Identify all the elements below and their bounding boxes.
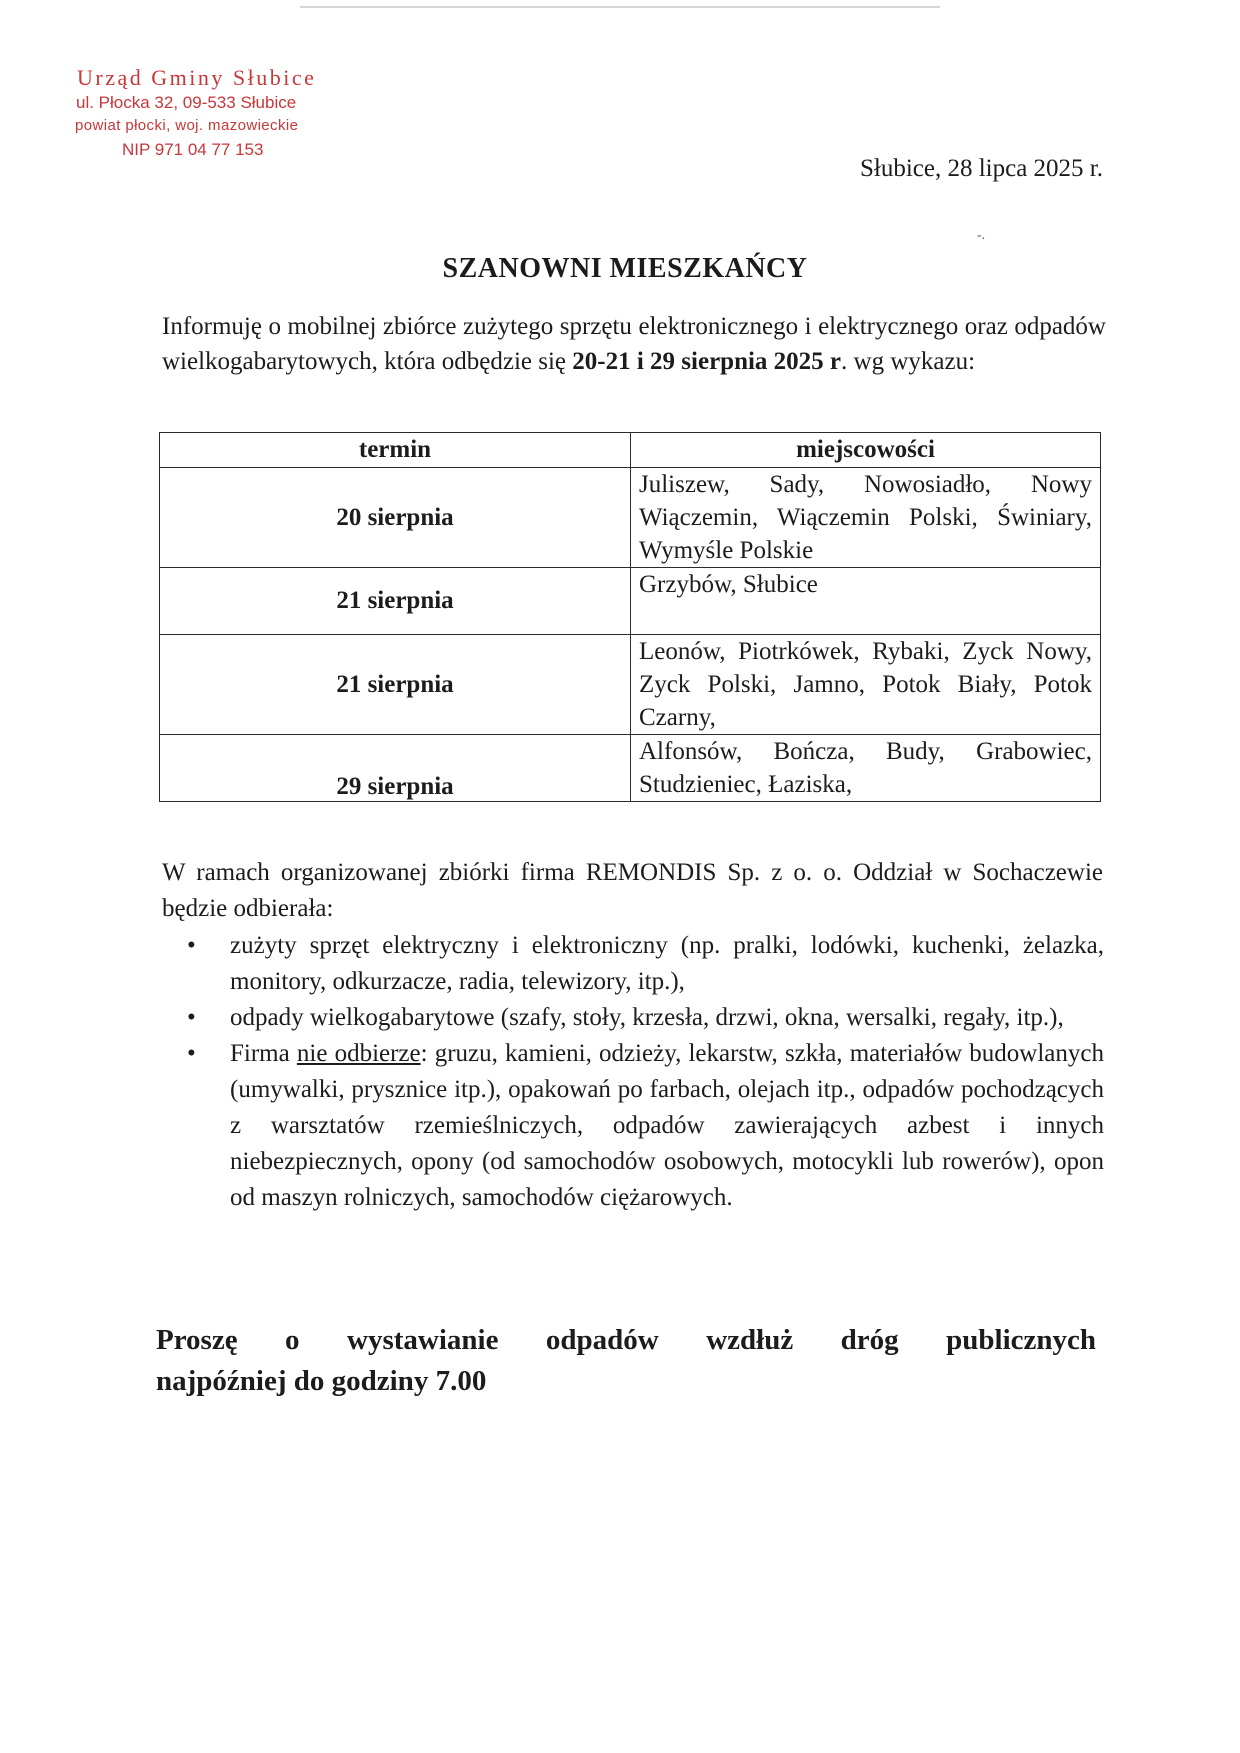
table-cell-places: Juliszew, Sady, Nowosiadło, Nowy Wiączemin, Wiączemin Polski, Świniary, Wymyśle Polskie bbox=[631, 468, 1101, 568]
closing-line-1: Proszę o wystawianie odpadów wzdłuż dróg publicznych bbox=[156, 1324, 1096, 1356]
table-row bbox=[160, 568, 1101, 635]
stamp-address: ul. Płocka 32, 09-533 Słubice bbox=[76, 93, 297, 112]
stamp-county: powiat płocki, woj. mazowieckie bbox=[75, 117, 299, 134]
page-title: SZANOWNI MIESZKAŃCY bbox=[442, 253, 808, 284]
bullet-dot-icon: • bbox=[187, 932, 196, 959]
date-line: Słubice, 28 lipca 2025 r. bbox=[859, 155, 1103, 182]
list-item-text: zużyty sprzęt elektryczny i elektroniczny (np. pralki, lodówki, kuchenki, żelazka, monitory, odkurzacze, radia, telewizory, itp.), bbox=[230, 932, 1104, 995]
bullet-dot-icon: • bbox=[187, 1040, 196, 1067]
list-item-emphasis: nie odbierze bbox=[296, 1040, 421, 1067]
table-cell-places: Leonów, Piotrkówek, Rybaki, Zyck Nowy, Zyck Polski, Jamno, Potok Biały, Potok Czarny, bbox=[631, 635, 1101, 735]
table-row bbox=[160, 635, 1101, 735]
list-item-prefix: Firma bbox=[230, 1040, 297, 1067]
list-item bbox=[162, 928, 1104, 1000]
table-cell-places: Alfonsów, Bończa, Budy, Grabowiec, Studzieniec, Łaziska, bbox=[631, 735, 1101, 802]
table-cell-term: 21 sierpnia bbox=[160, 635, 631, 735]
bullet-dot-icon: • bbox=[187, 1004, 196, 1031]
intro-text-end: . wg wykazu: bbox=[841, 348, 976, 375]
table-row bbox=[160, 735, 1101, 802]
closing-line-2: najpóźniej do godziny 7.00 bbox=[156, 1365, 487, 1397]
bullet-list bbox=[162, 928, 1104, 1216]
table-cell-term: 20 sierpnia bbox=[160, 468, 631, 568]
table-cell-term: 21 sierpnia bbox=[160, 568, 631, 635]
scan-speck: -. bbox=[977, 228, 986, 243]
list-item bbox=[162, 1000, 1104, 1036]
schedule-table bbox=[159, 432, 1101, 802]
closing-notice bbox=[156, 1320, 1096, 1402]
table-header-row bbox=[160, 433, 1101, 468]
table-cell-places: Grzybów, Słubice bbox=[631, 568, 1101, 635]
list-item-text: odpady wielkogabarytowe (szafy, stoły, krzesła, drzwi, okna, wersalki, regały, itp.), bbox=[230, 1004, 1064, 1031]
column-header-term: termin bbox=[160, 433, 631, 468]
intro-paragraph bbox=[162, 309, 1106, 379]
stamp-nip: NIP 971 04 77 153 bbox=[122, 140, 264, 159]
intro-text: Informuję o mobilnej zbiórce zużytego sprzętu elektronicznego i elektrycznego oraz odpadów wielkogabarytowych, która odbędzie się bbox=[162, 313, 1106, 375]
list-item-text: : gruzu, kamieni, odzieży, lekarstw, szkła, materiałów budowlanych (umywalki, prysznice itp.), opakowań po farbach, olejach itp., odpadów pochodzących z warsztatów rzemieślniczych, odpadów zawierających azbest i innych niebezpiecznych, opony (od samochodów osobowych, motocykli lub rowerów), opon od maszyn rolniczych, samochodów ciężarowych. bbox=[230, 1040, 1104, 1211]
column-header-places: miejscowości bbox=[631, 433, 1101, 468]
intro-dates: 20-21 i 29 sierpnia 2025 r bbox=[572, 348, 842, 375]
table-row bbox=[160, 468, 1101, 568]
office-stamp bbox=[75, 64, 316, 162]
body-paragraph: W ramach organizowanej zbiórki firma REMONDIS Sp. z o. o. Oddział w Sochaczewie będzie odbierała: bbox=[162, 859, 1103, 922]
scan-artifact-line bbox=[300, 6, 940, 8]
stamp-office-name: Urząd Gminy Słubice bbox=[77, 65, 317, 90]
list-item bbox=[162, 1036, 1104, 1216]
table-cell-term: 29 sierpnia bbox=[160, 735, 631, 802]
